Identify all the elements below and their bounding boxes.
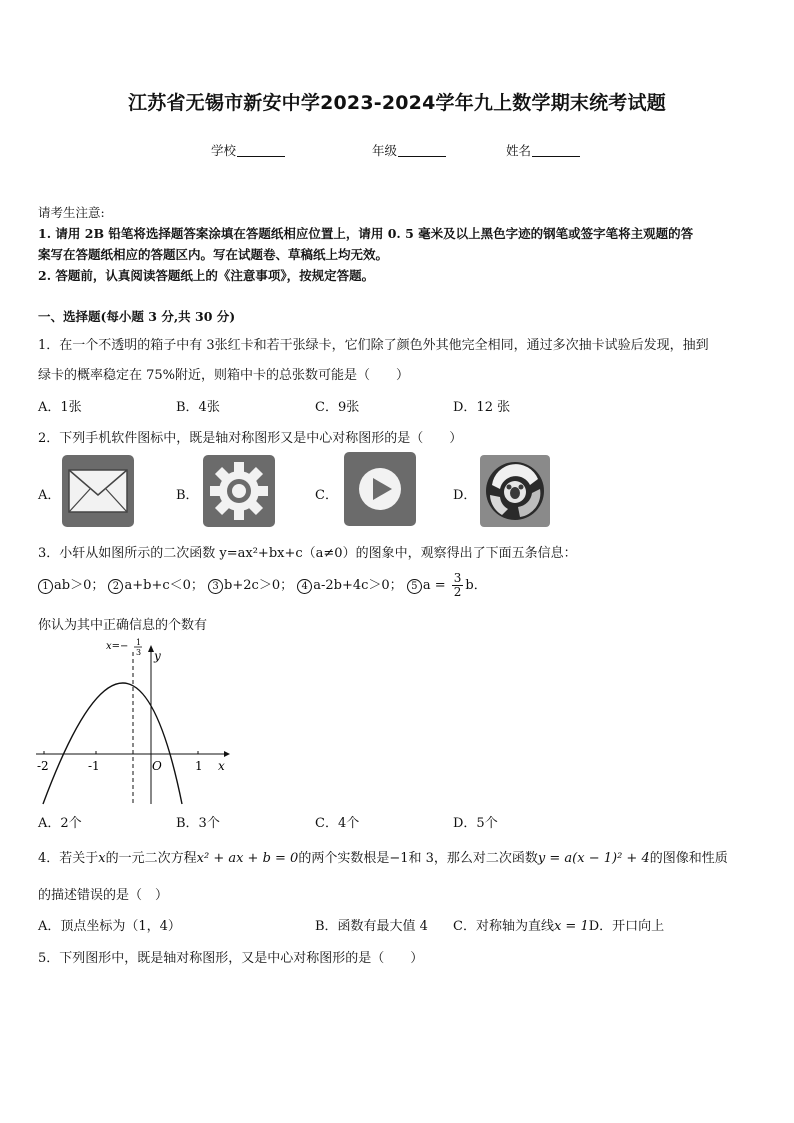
q3-statement-3: b+2c＞0； (224, 578, 294, 593)
q3-circle-1: 1 (38, 579, 53, 594)
q3-fraction-denominator: 2 (453, 585, 462, 599)
q3-circle-3: 3 (208, 579, 223, 594)
q3-circle-5: 5 (407, 579, 422, 594)
q3-statement-2: a+b+c＜0； (124, 578, 204, 593)
gear-icon (203, 455, 275, 527)
q3-circle-2: 2 (108, 579, 123, 594)
notice-line-2: 2. 答题前，认真阅读答题纸上的《注意事项》，按规定答题。 (38, 268, 375, 283)
grade-blank (398, 144, 446, 157)
q3-option-b: B．3个 (176, 816, 220, 831)
q3-fraction-numerator: 3 (453, 571, 462, 585)
q4-stem-c: 的两个实数根是−1和 3，那么对二次函数 (298, 851, 538, 866)
tick-label-minus-1: -1 (88, 759, 100, 773)
name-blank (532, 144, 580, 157)
q2-option-a: A． (38, 488, 61, 503)
symmetry-label: x=− (106, 641, 129, 652)
notice-line-1: 1. 请用 2B 铅笔将选择题答案涂填在答题纸相应位置上，请用 0. 5 毫米及以上黑色字迹的钢笔或签字笔将主观题的答 (38, 226, 694, 241)
tick-label-1: 1 (195, 759, 203, 773)
q1-option-d: D．12 张 (453, 400, 511, 415)
q3-stem: 3．小轩从如图所示的二次函数 y=ax²+bx+c（a≠0）的图象中，观察得出了下面五条信息： (38, 546, 577, 561)
q3-fraction (452, 572, 464, 599)
q3-statement-1: ab＞0； (54, 578, 105, 593)
q4-equation: x² + ax + b = 0 (196, 851, 299, 866)
q1-option-a: A．1张 (38, 400, 82, 415)
q3-option-a: A．2个 (38, 816, 82, 831)
q4-option-c-equation: x = 1 (553, 919, 589, 934)
notice-heading: 请考生注意: (38, 205, 105, 220)
q4-var-x: x (98, 851, 106, 866)
q3-statement-5b: b． (465, 578, 487, 593)
q3-statement-4: a-2b+4c＞0； (313, 578, 403, 593)
name-label: 姓名 (506, 143, 532, 158)
q3-statement-5: a = (422, 578, 450, 593)
q4-stem-d: 的图像和性质 (649, 851, 728, 866)
q3-option-d: D．5个 (453, 816, 498, 831)
q1-option-b: B．4张 (176, 400, 220, 415)
q1-stem-line2: 绿卡的概率稳定在 75%附近，则箱中卡的总张数可能是（ ） (38, 368, 410, 383)
grade-field (372, 141, 446, 159)
school-field (211, 141, 285, 159)
q4-stem-line2: 的描述错误的是（ ） (38, 888, 169, 903)
origin-label: O (152, 759, 162, 773)
q4-option-c-label: C．对称轴为直线 (453, 919, 554, 934)
q4-stem-b: 的一元二次方程 (105, 851, 197, 866)
y-axis-label: y (154, 649, 161, 663)
name-field (506, 141, 580, 159)
symmetry-frac-den: 3 (136, 648, 142, 657)
q2-option-c: C． (315, 488, 338, 503)
grade-label: 年级 (372, 143, 398, 158)
school-blank (237, 144, 285, 157)
q4-stem-line1 (38, 847, 728, 866)
q2-option-d: D． (453, 488, 477, 503)
exam-title: 江苏省无锡市新安中学2023-2024学年九上数学期末统考试题 (128, 92, 666, 114)
x-axis-label: x (218, 759, 225, 773)
symmetry-frac-num: 1 (136, 638, 142, 647)
q2-stem: 2．下列手机软件图标中，既是轴对称图形又是中心对称图形的是（ ） (38, 431, 463, 446)
q3-statements (38, 569, 487, 609)
q5-stem: 5．下列图形中，既是轴对称图形，又是中心对称图形的是（ ） (38, 951, 424, 966)
notice-line-1b: 案写在答题纸相应的答题区内。写在试题卷、草稿纸上均无效。 (38, 247, 389, 262)
tick-label-minus-2: -2 (37, 759, 49, 773)
q4-option-b: B．函数有最大值 4 (315, 919, 428, 934)
q4-stem-a: 4．若关于 (38, 851, 99, 866)
q4-option-c (453, 915, 664, 934)
q1-option-c: C．9张 (315, 400, 360, 415)
swirl-logo-icon (480, 455, 550, 527)
parabola-graph (30, 636, 240, 808)
x-axis-arrow (224, 751, 230, 757)
q4-option-a: A．顶点坐标为（1，4） (38, 919, 181, 934)
school-label: 学校 (211, 143, 237, 158)
q1-stem-line1: 1．在一个不透明的箱子中有 3张红卡和若干张绿卡，它们除了颜色外其他完全相同，通过多次抽卡试验后发现，抽到 (38, 338, 709, 353)
play-icon (344, 452, 416, 526)
q3-ask: 你认为其中正确信息的个数有 (38, 618, 208, 633)
q3-option-c: C．4个 (315, 816, 360, 831)
q4-function: y = a(x − 1)² + 4 (537, 851, 650, 866)
q4-option-d: D．开口向上 (588, 919, 665, 934)
envelope-icon (62, 455, 134, 527)
q3-circle-4: 4 (297, 579, 312, 594)
section-heading: 一、选择题(每小题 3 分,共 30 分) (38, 309, 236, 324)
parabola-curve (43, 683, 182, 804)
q2-option-b: B． (176, 488, 199, 503)
